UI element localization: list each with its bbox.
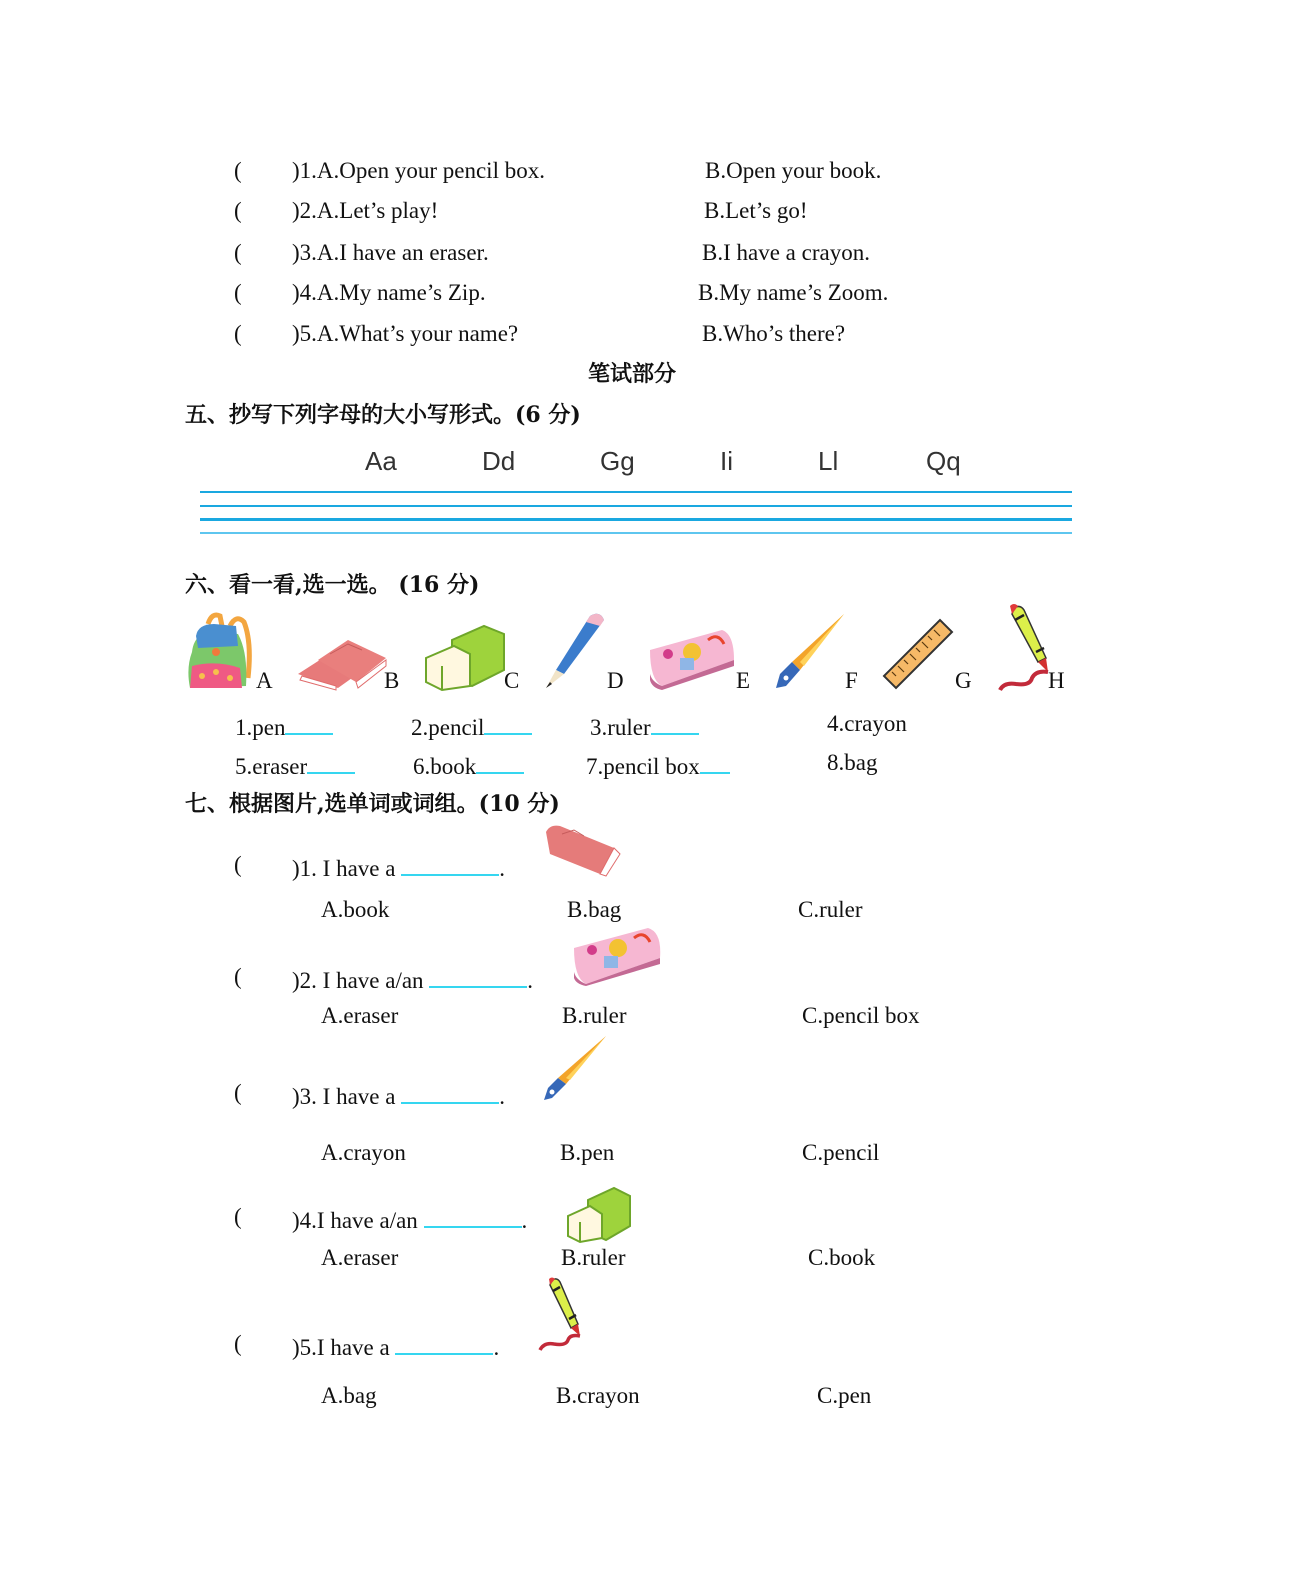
option: B.ruler <box>561 1245 626 1270</box>
answer-blank[interactable] <box>651 711 699 735</box>
option-b: B.Who’s there? <box>702 321 846 346</box>
option-a: )4.A.My name’s Zip. <box>292 280 486 305</box>
answer-paren[interactable]: ( <box>234 964 242 989</box>
word-item: 6.book <box>413 750 524 780</box>
writing-line <box>200 518 1072 521</box>
question-stem: )3. I have a . <box>292 1080 505 1110</box>
option: A.book <box>321 897 390 922</box>
word-item: 2.pencil <box>411 711 532 741</box>
answer-blank[interactable] <box>476 750 524 774</box>
letter-pair: Qq <box>926 446 961 476</box>
word-item: 8.bag <box>827 750 878 775</box>
pencil-box-icon <box>572 928 664 986</box>
letter-pair: Ii <box>720 446 733 476</box>
eraser-icon <box>424 622 506 690</box>
answer-paren[interactable]: ( <box>234 280 242 305</box>
section-7-title: 七、根据图片,选单词或词组。(10 分) <box>185 791 560 817</box>
eraser-icon <box>566 1186 632 1244</box>
pencil-icon <box>544 610 608 690</box>
question-stem: )2. I have a/an . <box>292 964 533 994</box>
picture-label: C <box>504 668 520 693</box>
section-6-title: 六、看一看,选一选。 (16 分) <box>185 572 480 598</box>
picture-label: D <box>607 668 624 693</box>
section-5-title: 五、抄写下列字母的大小写形式。(6 分) <box>185 402 581 428</box>
question-stem: )1. I have a . <box>292 852 505 882</box>
picture-label: F <box>845 668 858 693</box>
option: A.eraser <box>321 1003 399 1028</box>
answer-paren[interactable]: ( <box>234 321 242 346</box>
word-item: 1.pen <box>235 711 333 741</box>
written-part-title: 笔试部分 <box>588 361 677 387</box>
word-item: 4.crayon <box>827 711 907 736</box>
answer-blank[interactable] <box>307 750 355 774</box>
question-stem: )4.I have a/an . <box>292 1204 527 1234</box>
option: A.eraser <box>321 1245 399 1270</box>
picture-label: H <box>1048 668 1065 693</box>
book-icon <box>544 824 622 876</box>
letter-pair: Dd <box>482 446 516 476</box>
option-a: )5.A.What’s your name? <box>292 321 519 346</box>
option-b: B.Open your book. <box>705 158 882 183</box>
backpack-icon <box>186 612 256 690</box>
writing-line <box>200 532 1072 534</box>
option: B.pen <box>560 1140 615 1165</box>
letter-pair: Aa <box>365 446 397 476</box>
answer-paren[interactable]: ( <box>234 240 242 265</box>
crayon-icon <box>996 604 1056 692</box>
option: A.bag <box>321 1383 377 1408</box>
answer-blank[interactable] <box>424 1204 522 1228</box>
option-b: B.My name’s Zoom. <box>698 280 889 305</box>
pen-icon <box>774 612 848 690</box>
option: B.crayon <box>556 1383 640 1408</box>
crayon-icon <box>538 1278 588 1352</box>
writing-line <box>200 491 1072 493</box>
answer-blank[interactable] <box>401 1080 499 1104</box>
picture-label: E <box>736 668 751 693</box>
answer-blank[interactable] <box>429 964 527 988</box>
answer-blank[interactable] <box>395 1331 493 1355</box>
writing-line <box>200 505 1072 507</box>
option-a: )2.A.Let’s play! <box>292 198 439 223</box>
answer-paren[interactable]: ( <box>234 1204 242 1229</box>
option: A.crayon <box>321 1140 406 1165</box>
answer-paren[interactable]: ( <box>234 1080 242 1105</box>
ruler-icon <box>882 618 954 690</box>
answer-blank[interactable] <box>484 711 532 735</box>
word-item: 3.ruler <box>590 711 699 741</box>
answer-paren[interactable]: ( <box>234 158 242 183</box>
option: B.ruler <box>562 1003 627 1028</box>
books-icon <box>296 634 388 690</box>
picture-label: A <box>256 668 273 693</box>
option-b: B.I have a crayon. <box>702 240 870 265</box>
picture-label: B <box>384 668 400 693</box>
option: B.bag <box>567 897 622 922</box>
pencil-box-icon <box>648 630 736 690</box>
letter-pair: Ll <box>818 446 839 476</box>
letter-pair: Gg <box>600 446 635 476</box>
option-a: )1.A.Open your pencil box. <box>292 158 545 183</box>
option: C.pencil box <box>802 1003 920 1028</box>
answer-paren[interactable]: ( <box>234 852 242 877</box>
option: C.pencil <box>802 1140 880 1165</box>
option-a: )3.A.I have an eraser. <box>292 240 489 265</box>
word-item: 5.eraser <box>235 750 355 780</box>
answer-blank[interactable] <box>401 852 499 876</box>
option: C.book <box>808 1245 876 1270</box>
answer-paren[interactable]: ( <box>234 198 242 223</box>
picture-label: G <box>955 668 972 693</box>
option-b: B.Let’s go! <box>704 198 808 223</box>
answer-blank[interactable] <box>285 711 333 735</box>
option: C.pen <box>817 1383 872 1408</box>
question-stem: )5.I have a . <box>292 1331 499 1361</box>
option: C.ruler <box>798 897 863 922</box>
pen-icon <box>542 1034 608 1102</box>
word-item: 7.pencil box <box>586 750 730 780</box>
answer-paren[interactable]: ( <box>234 1331 242 1356</box>
answer-blank[interactable] <box>700 750 730 774</box>
